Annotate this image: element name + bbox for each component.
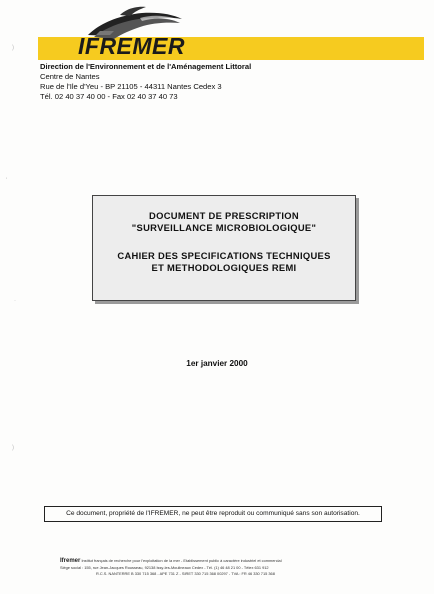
ownership-notice: Ce document, propriété de l'IFREMER, ne peut être reproduit ou communiqué sans son autorisation. — [44, 506, 382, 522]
scan-mark: ) — [12, 445, 14, 451]
title-line-3: CAHIER DES SPECIFICATIONS TECHNIQUES — [117, 250, 331, 261]
footer-brand: Ifremer — [60, 558, 81, 564]
document-title-box — [92, 195, 356, 301]
scan-mark: ' — [6, 178, 8, 184]
organization-address-block — [40, 62, 251, 102]
scan-mark: · — [14, 298, 16, 304]
title-line-2: "SURVEILLANCE MICROBIOLOGIQUE" — [131, 222, 317, 233]
center-name: Centre de Nantes — [40, 72, 100, 81]
document-date: 1er janvier 2000 — [186, 359, 248, 368]
scan-mark: ) — [12, 45, 14, 51]
footer — [60, 558, 380, 578]
title-line-1: DOCUMENT DE PRESCRIPTION — [149, 210, 299, 221]
organization-title: Direction de l'Environnement et de l'Aménagement Littoral — [40, 62, 252, 71]
ifremer-logo-text: IFREMER — [78, 33, 185, 59]
footer-line-3: R.C.S. NANTERRE B 330 715 368 - APE 731 Z - SIRET 330 715 368 00297 - TVA : FR 46 330 715 368 — [96, 571, 275, 576]
phone-fax: Tél. 02 40 37 40 00 - Fax 02 40 37 40 73 — [40, 92, 178, 101]
footer-line-1-text: Institut français de recherche pour l'exploitation de la mer - Etablissement public à caractère industriel et commercial — [81, 558, 282, 563]
title-line-4: ET METHODOLOGIQUES REMI — [151, 262, 297, 273]
footer-line-2: Siège social : 155, rue Jean-Jacques Rousseau, 92138 Issy-les-Moulineaux Cedex - Tél. (1) 46 48 21 00 - Télex 631 912 — [60, 564, 269, 570]
postal-address: Rue de l'Ile d'Yeu - BP 21105 - 44311 Nantes Cedex 3 — [40, 82, 222, 91]
